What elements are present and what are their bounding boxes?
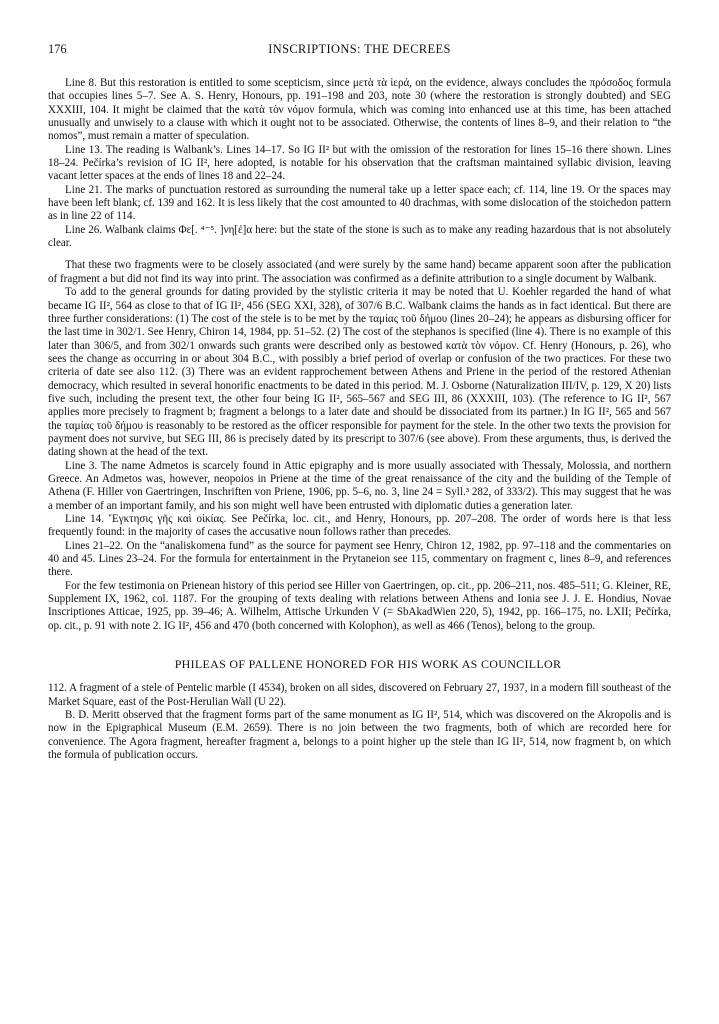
page-header xyxy=(48,42,671,60)
entry-paragraph: 112. A fragment of a stele of Pentelic marble (I 4534), broken on all sides, discovered on February 27, 1937, in a modern fill southeast of the Market Square, east of the Post-Herulian Wall (U 22). xyxy=(48,682,671,708)
note-paragraph: Line 8. But this restoration is entitled to some scepticism, since μετὰ τὰ ἱερά, on the evidence, always concludes the πρόσοδος formula that occupies lines 5–7. See A. S. Henry, Honours, pp. 191–198 and 203, note 30 (where the restoration is strongly doubted) and SEG XXXIII, 104. It might be claimed that the κατὰ τὸν νόμον formula, which was coming into enhanced use at this time, has been attached unusually and unwisely to a clause with which it ought not to be associated. Otherwise, the contents of lines 8–9, and their relation to “the nomos”, must remain a matter of speculation. xyxy=(48,77,671,143)
discussion-paragraph: Line 14. Ἔγκτησις γῆς καὶ οἰκίας. See Pečírka, loc. cit., and Henry, Honours, pp. 207–208. The order of words here is that less frequently found: in the majority of cases the accusative noun follows rather than precedes. xyxy=(48,513,671,539)
discussion-paragraph: For the few testimonia on Prienean history of this period see Hiller von Gaertringen, op. cit., pp. 206–211, nos. 485–511; G. Kleiner, RE, Supplement IX, 1962, col. 1187. For the grouping of texts dealing with relations between Athens and Ionia see J. J. E. Hondius, Novae Inscriptiones Atticae, 1925, pp. 39–46; A. Wilhelm, Attische Urkunden V (= SbAkadWien 220, 5), 1942, pp. 166–175, no. LXII; Pečírka, op. cit., p. 91 with note 2. IG II², 456 and 470 (both concerned with Kolophon), as well as 466 (Tenos), belong to the group. xyxy=(48,579,671,632)
note-paragraph: Line 13. The reading is Walbank’s. Lines 14–17. So IG II² but with the omission of the restoration for lines 15–16 there shown. Lines 18–24. Pečírka’s revision of IG II², here adopted, is notable for his observation that the craftsman maintained syllabic division, leaving vacant letter spaces at the ends of lines 18 and 22–24. xyxy=(48,143,671,183)
section-heading: PHILEAS OF PALLENE HONORED FOR HIS WORK AS COUNCILLOR xyxy=(174,657,562,672)
discussion-paragraph: Lines 21–22. On the “analiskomena fund” as the source for payment see Henry, Chiron 12, 1982, pp. 97–118 and the commentaries on 40 and 45. Lines 23–24. For the formula for entertainment in the Prytaneion see 115, commentary on fragment c, lines 8–9, and references there. xyxy=(48,539,671,579)
heading-gap xyxy=(48,671,671,682)
note-paragraph: Line 21. The marks of punctuation restored as surrounding the numeral take up a letter space each; cf. 114, line 19. Or the spaces may have been left blank; cf. 139 and 162. It is less likely that the cost amounted to 40 drachmas, with some dislocation of the stoichedon pattern as in line 22 of 114. xyxy=(48,183,671,223)
page-number: 176 xyxy=(48,42,67,56)
running-title: INSCRIPTIONS: THE DECREES xyxy=(268,42,451,56)
discussion-paragraph: That these two fragments were to be closely associated (and were surely by the same hand) became apparent soon after the publication of fragment a but did not find its way into print. The association was confirmed as a definite attribution to a single document by Walbank. xyxy=(48,259,671,285)
page-body xyxy=(48,77,671,763)
paragraph-gap xyxy=(48,250,671,259)
discussion-paragraph: To add to the general grounds for dating provided by the stylistic criteria it may be noted that U. Koehler regarded the hand of what became IG II², 564 as close to that of IG II², 456 (SEG XXI, 328), of 307/6 B.C. Walbank claims the hands as in fact identical. But there are three further considerations: (1) The cost of the stele is to be met by the ταμίας τοῦ δήμου (lines 20–24); he appears as disbursing officer for the last time in 302/1. See Henry, Chiron 14, 1984, pp. 51–52. (2) The cost of the stephanos is specified (line 4). There is no example of this later than 306/5, and from 302/1 onwards such grants were described only as bestowed κατὰ τὸν νόμον. Cf. Henry (Honours, p. 26), who sees the change as occurring in or about 304 B.C., with possibly a brief period of overlap or confusion of the two practices. For these two criteria of date see also 112. (3) There was an evident rapprochement between Athens and Priene in the period of the restored Athenian democracy, which resulted in several honorific enactments to be dated in this period. M. J. Osborne (Naturalization III/IV, p. 129, X 20) lists five such, including the present text, the other four being IG II², 565–567 and SEG III, 86 (XXXIII, 103). (The reference to IG II², 567 applies more precisely to fragment b; fragment a belongs to a later date and should be dissociated from its partner.) In IG II², 565 and 567 the ταμίας τοῦ δήμου is reasonably to be restored as the officer responsible for payment for the stele. In the other two texts the provision for payment does not survive, but SEG III, 86 is precisely dated by its prescript to 307/6 (see above). From these arguments, thus, is derived the dating shown at the head of the text. xyxy=(48,286,671,459)
entry-paragraph: B. D. Meritt observed that the fragment forms part of the same monument as IG II², 514, which was discovered on the Akropolis and is now in the Epigraphical Museum (E.M. 2659). There is no join between the two fragments, both of which are recorded here for convenience. The Agora fragment, hereafter fragment a, belongs to a point higher up the stele than IG II², 514, now fragment b, on which the formula of publication occurs. xyxy=(48,709,671,762)
discussion-paragraph: Line 3. The name Admetos is scarcely found in Attic epigraphy and is more usually associated with Thessaly, Molossia, and northern Greece. An Admetos was, however, neopoios in Priene at the time of the great renaissance of the city and the building of the Temple of Athena (F. Hiller von Gaertringen, Inschriften von Priene, 1906, pp. 5–6, no. 3, line 24 = Syll.³ 282, of 333/2). This may suggest that he was a member of an important family, and his son might well have been entrusted with diplomatic duties a generation later. xyxy=(48,459,671,512)
section-gap xyxy=(48,633,671,658)
note-paragraph: Line 26. Walbank claims Φε[. ⁴⁻⁵. ]νη[έ]α here: but the state of the stone is such as to make any reading hazardous that is not absolutely clear. xyxy=(48,223,671,250)
